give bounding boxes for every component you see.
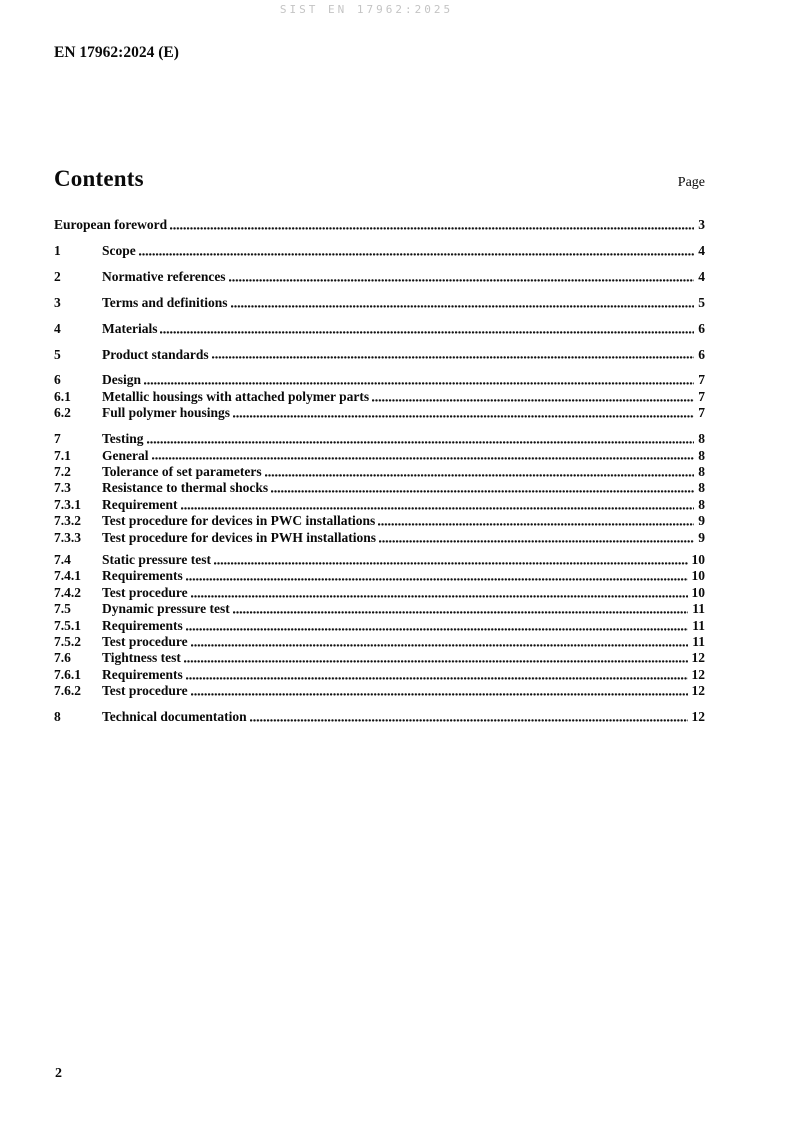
dotted-leader — [231, 305, 695, 308]
toc-entry-page: 8 — [698, 431, 705, 447]
dotted-leader — [144, 382, 694, 385]
toc-entry-title: Product standards — [102, 346, 209, 362]
toc-entry — [54, 480, 705, 496]
toc-entry-title: European foreword — [54, 217, 168, 232]
toc-entry-number: 7.2 — [54, 463, 71, 479]
toc-entry-number: 6.2 — [54, 405, 71, 421]
toc-entry-title: Requirements — [102, 666, 183, 682]
toc-entry-title: Materials — [102, 320, 158, 336]
dotted-leader — [378, 523, 694, 526]
dotted-leader — [160, 331, 694, 334]
table-of-contents — [54, 217, 705, 726]
toc-entry-title: Test procedure — [102, 634, 188, 650]
toc-entry — [54, 650, 705, 666]
toc-group — [54, 709, 705, 725]
watermark-text: SIST EN 17962:2025 — [279, 3, 454, 16]
toc-entry-title: Dynamic pressure test — [102, 601, 230, 617]
toc-entry — [54, 372, 705, 388]
toc-entry-number: 5 — [54, 346, 61, 362]
dotted-leader — [170, 227, 694, 230]
toc-entry-page: 8 — [698, 463, 705, 479]
toc-entry — [54, 601, 705, 617]
toc-group — [54, 372, 705, 421]
toc-entry — [54, 405, 705, 421]
contents-header — [54, 166, 705, 192]
dotted-leader — [214, 562, 688, 565]
toc-entry-page: 10 — [691, 568, 705, 584]
toc-group — [54, 347, 705, 363]
toc-entry-number: 2 — [54, 268, 61, 284]
toc-entry-page: 4 — [698, 268, 705, 284]
dotted-leader — [265, 474, 695, 477]
toc-entry-number: 7.3.1 — [54, 496, 81, 512]
toc-entry-page: 12 — [691, 666, 705, 682]
toc-entry-title: Testing — [102, 431, 144, 447]
toc-entry-title: Technical documentation — [102, 709, 247, 725]
toc-entry-title: Tolerance of set parameters — [102, 463, 262, 479]
dotted-leader — [191, 595, 688, 598]
toc-entry — [54, 530, 705, 546]
toc-entry-number: 7.4.1 — [54, 568, 81, 584]
toc-entry-page: 12 — [691, 709, 705, 725]
dotted-leader — [184, 660, 688, 663]
toc-entry — [54, 585, 705, 601]
toc-entry-title: Requirements — [102, 568, 183, 584]
toc-entry-title: Test procedure — [102, 683, 188, 699]
toc-entry-title: Metallic housings with attached polymer parts — [102, 388, 370, 404]
toc-entry-page: 11 — [692, 601, 705, 617]
toc-entry-title: Test procedure for devices in PWH installations — [102, 529, 377, 545]
toc-entry-number: 7.5.2 — [54, 634, 81, 650]
dotted-leader — [191, 693, 688, 696]
toc-entry-title: Test procedure for devices in PWC installations — [102, 513, 376, 529]
toc-group — [54, 295, 705, 311]
toc-entry-page: 7 — [698, 372, 705, 388]
toc-group — [54, 431, 705, 700]
toc-entry — [54, 464, 705, 480]
toc-entry-page: 10 — [691, 552, 705, 567]
dotted-leader — [233, 415, 694, 418]
toc-entry — [54, 634, 705, 650]
toc-entry — [54, 497, 705, 513]
toc-entry-number: 7.4 — [54, 552, 71, 567]
toc-group — [54, 321, 705, 337]
toc-entry — [54, 568, 705, 584]
toc-entry-number: 7.5.1 — [54, 617, 81, 633]
dotted-leader — [186, 677, 688, 680]
toc-entry — [54, 347, 705, 363]
toc-entry-title: Requirements — [102, 617, 183, 633]
toc-entry — [54, 683, 705, 699]
toc-entry-title: Tightness test — [102, 650, 181, 666]
toc-group — [54, 269, 705, 285]
dotted-leader — [147, 441, 695, 444]
toc-entry-page: 7 — [698, 405, 705, 421]
toc-entry-page: 11 — [692, 617, 705, 633]
toc-entry-page: 8 — [698, 447, 705, 463]
page-column-label: Page — [677, 175, 705, 190]
toc-entry-number: 4 — [54, 320, 61, 336]
toc-entry-title: Design — [102, 372, 142, 388]
toc-group — [54, 243, 705, 259]
contents-title: Contents — [54, 166, 144, 191]
toc-entry — [54, 513, 705, 529]
dotted-leader — [271, 490, 694, 493]
toc-entry — [54, 448, 705, 464]
toc-entry-title: Scope — [102, 242, 136, 258]
dotted-leader — [186, 628, 688, 631]
toc-entry — [54, 295, 705, 311]
toc-entry-number: 7.5 — [54, 601, 71, 617]
toc-entry-number: 7.4.2 — [54, 584, 81, 600]
dotted-leader — [212, 356, 695, 359]
toc-entry-title: Resistance to thermal shocks — [102, 480, 269, 496]
toc-entry-page: 6 — [698, 346, 705, 362]
toc-entry — [54, 709, 705, 725]
toc-entry-title: Requirement — [102, 496, 178, 512]
toc-entry — [54, 618, 705, 634]
toc-entry-number: 7 — [54, 431, 61, 447]
toc-entry-title: Terms and definitions — [102, 294, 228, 310]
toc-entry-page: 3 — [698, 217, 705, 232]
toc-entry-number: 6 — [54, 372, 61, 388]
toc-entry-page: 9 — [698, 529, 705, 545]
dotted-leader — [139, 253, 695, 256]
dotted-leader — [250, 719, 688, 722]
dotted-leader — [229, 279, 695, 282]
toc-entry — [54, 389, 705, 405]
toc-entry-number: 7.6 — [54, 650, 71, 666]
dotted-leader — [372, 399, 694, 402]
toc-entry — [54, 552, 705, 568]
toc-entry-page: 8 — [698, 480, 705, 496]
toc-entry-title: Normative references — [102, 268, 226, 284]
toc-entry-page: 7 — [698, 388, 705, 404]
toc-entry — [54, 667, 705, 683]
dotted-leader — [191, 644, 689, 647]
toc-entry-page: 8 — [698, 496, 705, 512]
toc-entry-page: 10 — [691, 584, 705, 600]
toc-entry-number: 7.3 — [54, 480, 71, 496]
toc-entry — [54, 217, 705, 233]
dotted-leader — [181, 507, 695, 510]
dotted-leader — [379, 540, 694, 543]
toc-entry-number: 7.1 — [54, 447, 71, 463]
document-reference: EN 17962:2024 (E) — [54, 44, 179, 61]
toc-entry-page: 12 — [691, 650, 705, 666]
toc-entry — [54, 269, 705, 285]
toc-entry-number: 6.1 — [54, 388, 71, 404]
toc-entry — [54, 321, 705, 337]
toc-entry-number: 7.6.1 — [54, 666, 81, 682]
dotted-leader — [152, 457, 695, 460]
toc-entry-title: Static pressure test — [102, 552, 211, 567]
toc-entry-page: 4 — [698, 242, 705, 258]
toc-entry-page: 9 — [698, 513, 705, 529]
toc-entry-number: 7.3.3 — [54, 529, 81, 545]
toc-entry-number: 1 — [54, 242, 61, 258]
toc-entry-number: 3 — [54, 294, 61, 310]
toc-entry-number: 8 — [54, 709, 61, 725]
toc-entry — [54, 431, 705, 447]
toc-entry-page: 6 — [698, 320, 705, 336]
toc-entry-page: 12 — [691, 683, 705, 699]
toc-entry-number: 7.3.2 — [54, 513, 81, 529]
toc-entry-page: 5 — [698, 294, 705, 310]
toc-entry-title: Full polymer housings — [102, 405, 231, 421]
toc-entry-page: 11 — [692, 634, 705, 650]
toc-entry — [54, 243, 705, 259]
toc-entry-number: 7.6.2 — [54, 683, 81, 699]
toc-entry-title: General — [102, 447, 149, 463]
toc-entry-title: Test procedure — [102, 584, 188, 600]
dotted-leader — [233, 611, 688, 614]
page-number: 2 — [55, 1066, 62, 1081]
dotted-leader — [186, 578, 688, 581]
toc-group — [54, 217, 705, 233]
